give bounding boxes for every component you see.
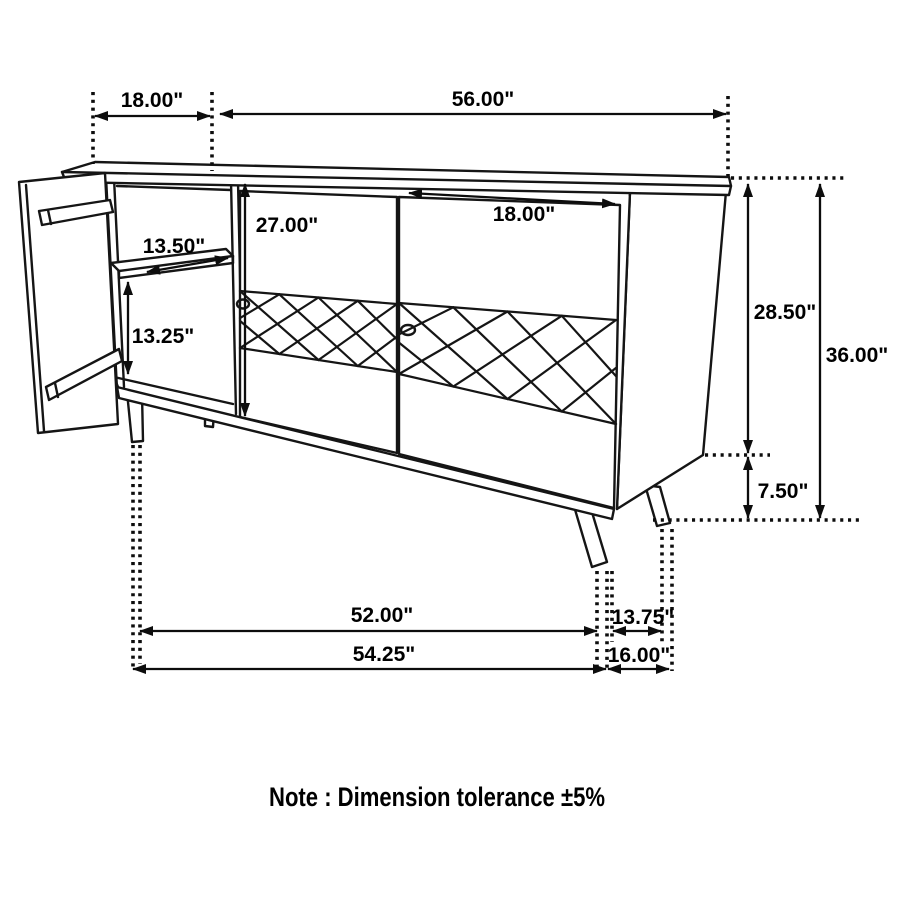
- dim-label-leg-depth-span: 13.75": [611, 606, 675, 629]
- open-door: [19, 173, 122, 433]
- right-door: [399, 197, 620, 508]
- side-panel: [617, 180, 727, 509]
- dim-label-base-width: 54.25": [352, 643, 416, 666]
- dim-label-overall-height: 36.00": [825, 344, 889, 367]
- dim-label-left-section-width: 18.00": [120, 89, 184, 112]
- dim-label-overall-width: 56.00": [451, 88, 515, 111]
- cabinet: [19, 162, 731, 567]
- dim-label-shelf-depth: 13.50": [142, 235, 206, 258]
- dim-label-door-width: 18.00": [492, 203, 556, 226]
- dim-label-leg-height: 7.50": [757, 480, 809, 503]
- dim-label-side-depth: 16.00": [607, 644, 671, 667]
- back-right-leg: [645, 485, 670, 526]
- dim-label-case-height: 28.50": [753, 301, 817, 324]
- dim-label-interior-height: 27.00": [255, 214, 319, 237]
- dim-label-lower-section-height: 13.25": [131, 325, 195, 348]
- tolerance-note: Note : Dimension tolerance ±5%: [269, 782, 605, 812]
- dim-label-front-leg-span: 52.00": [350, 604, 414, 627]
